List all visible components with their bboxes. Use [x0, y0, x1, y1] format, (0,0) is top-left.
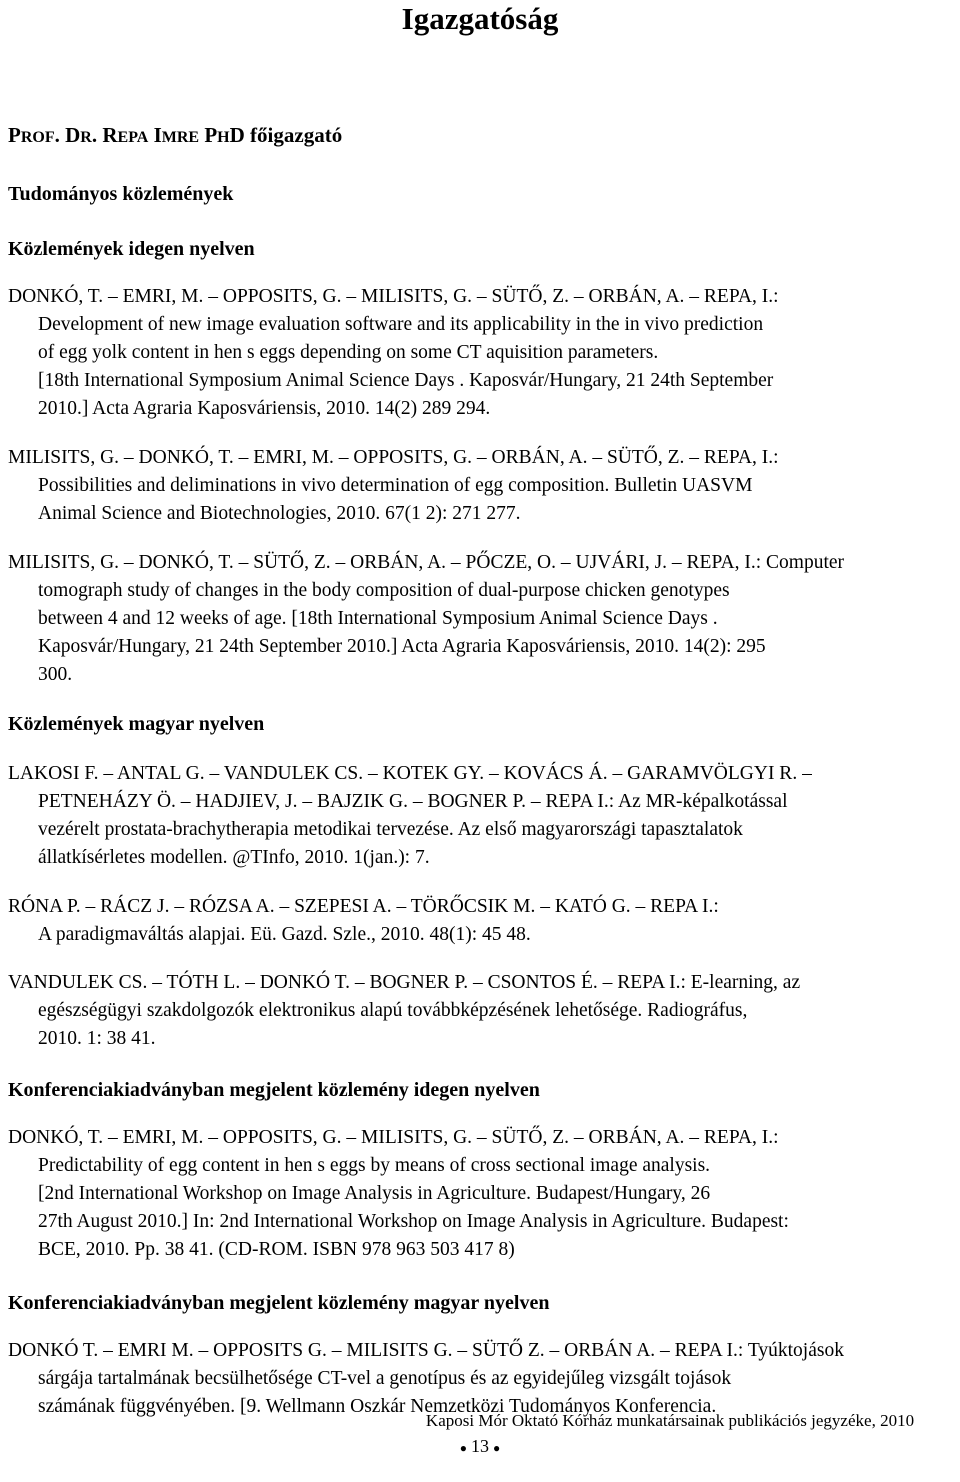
publication-entry: [8, 1337, 956, 1421]
entry-line: [18th International Symposium Animal Science Days . Kaposvár/Hungary, 21 24th September: [38, 370, 774, 391]
heading-text: D: [229, 123, 245, 147]
entry-line: Development of new image evaluation software and its applicability in the in vivo prediction: [38, 314, 764, 335]
heading-text: R: [80, 129, 92, 146]
entry-line: MILISITS, G. – DONKÓ, T. – SÜTŐ, Z. – ORBÁN, A. – PŐCZE, O. – UJVÁRI, J. – REPA, I.: Computer: [8, 552, 845, 573]
entry-line: Possibilities and deliminations in vivo determination of egg composition. Bulletin UASVM: [38, 475, 753, 496]
publication-entry: [8, 1124, 956, 1264]
publication-entry: [8, 444, 956, 528]
publication-entry: [8, 969, 956, 1053]
entry-line: BCE, 2010. Pp. 38 41. (CD-ROM. ISBN 978 963 503 417 8): [38, 1239, 515, 1260]
heading-text: P: [8, 123, 21, 147]
entry-line: 300.: [38, 664, 73, 685]
entry-line: Kaposvár/Hungary, 21 24th September 2010.] Acta Agraria Kaposváriensis, 2010. 14(2): 295: [38, 636, 766, 657]
entry-line: vezérelt prostata-brachytherapia metodikai tervezése. Az első magyarországi tapasztalatok: [38, 819, 743, 840]
section-heading-conference-hungarian: Konferenciakiadványban megjelent közlemény magyar nyelven: [8, 1292, 550, 1314]
heading-text: EPA: [117, 129, 149, 146]
entry-line: between 4 and 12 weeks of age. [18th International Symposium Animal Science Days .: [38, 608, 718, 629]
entry-line: sárgája tartalmának becsülhetősége CT-vel a genotípus és az egyidejűleg vizsgált tojások: [38, 1368, 732, 1389]
publication-entry: [8, 283, 956, 423]
entry-line: DONKÓ, T. – EMRI, M. – OPPOSITS, G. – MILISITS, G. – SÜTŐ, Z. – ORBÁN, A. – REPA, I.:: [8, 1127, 779, 1148]
heading-text: főigazgató: [244, 123, 343, 147]
entry-line: DONKÓ, T. – EMRI, M. – OPPOSITS, G. – MILISITS, G. – SÜTŐ, Z. – ORBÁN, A. – REPA, I.:: [8, 286, 779, 307]
entry-line: Predictability of egg content in hen s eggs by means of cross sectional image analysis.: [38, 1155, 711, 1176]
section-heading-scientific-publications: Tudományos közlemények: [8, 183, 234, 205]
entry-line: 2010. 1: 38 41.: [38, 1028, 156, 1049]
entry-line: egészségügyi szakdolgozók elektronikus alapú továbbképzésének lehetősége. Radiográfus,: [38, 1000, 748, 1021]
entry-line: LAKOSI F. – ANTAL G. – VANDULEK CS. – KOTEK GY. – KOVÁCS Á. – GARAMVÖLGYI R. –: [8, 763, 812, 784]
page-number: [0, 1435, 960, 1459]
bullet-icon: ●: [493, 1440, 501, 1455]
entry-line: Animal Science and Biotechnologies, 2010. 67(1 2): 271 277.: [38, 503, 521, 524]
entry-line: PETNEHÁZY Ö. – HADJIEV, J. – BAJZIK G. – BOGNER P. – REPA I.: Az MR-képalkotással: [38, 791, 788, 812]
entry-line: számának függvényében. [9. Wellmann Oszkár Nemzetközi Tudományos Konferencia.: [38, 1396, 717, 1417]
footer-source: Kaposi Mór Oktató Kórház munkatársainak publikációs jegyzéke, 2010: [425, 1411, 915, 1430]
entry-line: A paradigmaváltás alapjai. Eü. Gazd. Szle., 2010. 48(1): 45 48.: [38, 924, 531, 945]
page-footer: [0, 1410, 960, 1432]
publication-entry: [8, 893, 956, 949]
page-title: Igazgatóság: [401, 1, 559, 36]
heading-text: H: [217, 129, 230, 146]
publication-entry: [8, 760, 956, 872]
heading-text: R: [102, 123, 118, 147]
director-heading: [8, 122, 342, 151]
entry-line: RÓNA P. – RÁCZ J. – RÓZSA A. – SZEPESI A. – TÖRŐCSIK M. – KATÓ G. – REPA I.:: [8, 896, 719, 917]
section-heading-conference-foreign: Konferenciakiadványban megjelent közlemény idegen nyelven: [8, 1079, 540, 1101]
heading-text: ROF: [20, 129, 55, 146]
heading-text: .: [54, 123, 66, 147]
publication-entry: [8, 549, 956, 689]
entry-line: of egg yolk content in hen s eggs depending on some CT aquisition parameters.: [38, 342, 659, 363]
entry-line: tomograph study of changes in the body composition of dual-purpose chicken genotypes: [38, 580, 730, 601]
heading-text: MRE: [161, 129, 200, 146]
entry-line: [2nd International Workshop on Image Analysis in Agriculture. Budapest/Hungary, 26: [38, 1183, 711, 1204]
section-heading-foreign-language: Közlemények idegen nyelven: [8, 238, 255, 260]
section-heading-hungarian-language: Közlemények magyar nyelven: [8, 713, 265, 735]
heading-text: .: [91, 123, 103, 147]
entry-line: MILISITS, G. – DONKÓ, T. – EMRI, M. – OPPOSITS, G. – ORBÁN, A. – SÜTŐ, Z. – REPA, I.:: [8, 447, 779, 468]
entry-line: állatkísérletes modellen. @TInfo, 2010. 1(jan.): 7.: [38, 847, 430, 868]
entry-line: 27th August 2010.] In: 2nd International Workshop on Image Analysis in Agriculture. Budapest:: [38, 1211, 789, 1232]
heading-text: P: [204, 123, 218, 147]
entry-line: DONKÓ T. – EMRI M. – OPPOSITS G. – MILISITS G. – SÜTŐ Z. – ORBÁN A. – REPA I.: Tyúktojások: [8, 1340, 844, 1361]
heading-text: D: [65, 123, 81, 147]
bullet-icon: ●: [459, 1440, 467, 1455]
heading-text: I: [153, 123, 162, 147]
entry-line: VANDULEK CS. – TÓTH L. – DONKÓ T. – BOGNER P. – CSONTOS É. – REPA I.: E-learning, az: [8, 972, 801, 993]
entry-line: 2010.] Acta Agraria Kaposváriensis, 2010. 14(2) 289 294.: [38, 398, 491, 419]
page-number-value: 13: [471, 1436, 489, 1456]
